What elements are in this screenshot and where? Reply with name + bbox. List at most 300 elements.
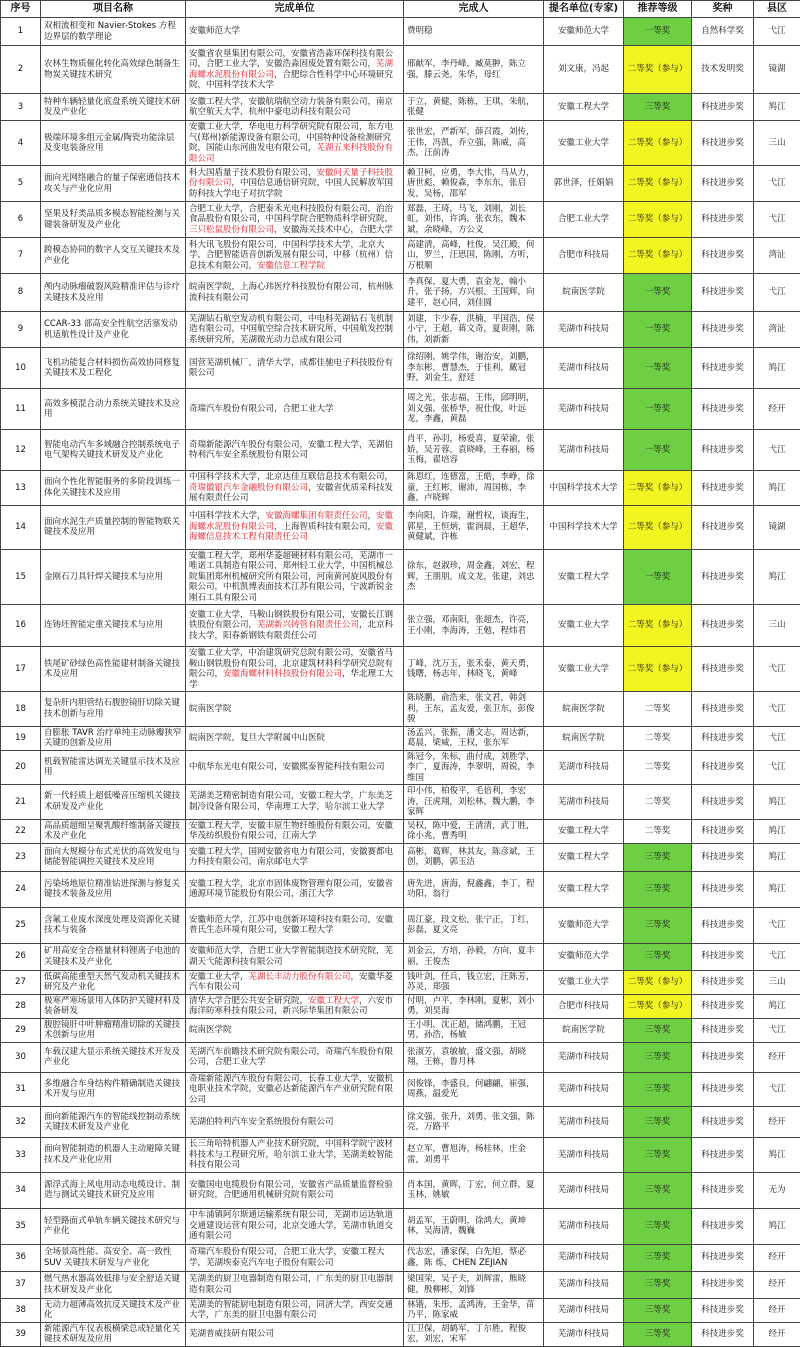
cell-people: 胡孟军，王蔚明，徐鸿大，黄坤林，吴海清，魏巍 <box>404 1208 544 1244</box>
unit-text: 奇瑞新能源汽车股份有限公司，长春工业大学，安徽机电职业技术学院，安徽必达新能源汽车产业研究院有限公司 <box>189 1074 393 1105</box>
cell-nominator: 芜湖市科技局 <box>544 1208 624 1244</box>
cell-no: 35 <box>1 1208 41 1244</box>
cell-unit <box>186 312 404 348</box>
cell-award: 科技进步奖 <box>692 348 754 389</box>
table-row <box>1 46 800 94</box>
cell-level: 二等奖 <box>624 819 692 843</box>
unit-text: ，中国信息通信研究院，中国人民解放军国防科技大学电子对抗学院 <box>189 178 393 199</box>
cell-award: 科技进步奖 <box>692 605 754 647</box>
cell-county: 经开 <box>754 1298 800 1322</box>
unit-text: ，六安市海洋防寒科技有限公司，新兴际华集团有限公司 <box>189 996 393 1017</box>
cell-project-name: 农林生物质催化转化高效绿色制备生物炭关键技术研究 <box>41 46 186 94</box>
cell-nominator: 芜湖市科技局 <box>544 312 624 348</box>
unit-text: 科大讯飞股份有限公司，中国科学技术大学，北京大学，合肥智能语音创新发展有限公司，中移（杭州）信息技术有限公司， <box>189 240 393 271</box>
cell-county: 无为 <box>754 1172 800 1208</box>
unit-text: 芜湖普威技研有限公司 <box>189 1329 274 1339</box>
cell-no: 20 <box>1 750 41 785</box>
cell-project-name: 面向个性化智能服务的多阶段训练一体化关键技术及应用 <box>41 471 186 506</box>
cell-county: 鸠江 <box>754 871 800 907</box>
cell-award: 科技进步奖 <box>692 1271 754 1298</box>
cell-project-name: 金刚石刀具钎焊关键技术与应用 <box>41 549 186 605</box>
cell-nominator: 安徽工业大学 <box>544 970 624 994</box>
cell-people: 费明稳 <box>404 18 544 46</box>
table-row <box>1 1298 800 1322</box>
unit-text: 国营芜湖机械厂，清华大学，成都佳驰电子科技股份有限公司 <box>189 358 393 379</box>
cell-level: 三等奖 <box>624 1072 692 1107</box>
cell-level: 二等奖（参与） <box>624 471 692 506</box>
unit-highlight: 奇瑞徽银汽车金融股份有限公司 <box>189 483 308 493</box>
cell-level: 二等奖（参与） <box>624 605 692 647</box>
table-row <box>1 1072 800 1107</box>
cell-county: 鸠江 <box>754 94 800 121</box>
header-unit: 完成单位 <box>186 1 404 18</box>
cell-project-name: 面向光网络融合的量子保密通信技术攻关与产业化应用 <box>41 166 186 202</box>
table-row <box>1 726 800 750</box>
unit-text: 芜湖伯特利汽车安全系统股份有限公司 <box>189 1117 334 1127</box>
cell-nominator: 芜湖市科技局 <box>544 1298 624 1322</box>
table-row <box>1 121 800 166</box>
cell-people: 印小伟，柏俊平，毛倍利，李宏涛，汪虎翔，刘松林，魏大鹏，李家辉 <box>404 785 544 820</box>
unit-text: 中航华东光电有限公司，安徽熙泰智能科技有限公司 <box>189 762 385 772</box>
unit-highlight: 芜湖海螺水泥股份有限公司 <box>189 59 393 80</box>
table-row <box>1 1018 800 1042</box>
cell-people: 张世宏，严新军，薛召霞，刘传，王伟，冯凯，乔立强，陈威，高杰，汪前涛 <box>404 121 544 166</box>
cell-nominator: 合肥市科技局 <box>544 238 624 274</box>
cell-level: 二等奖 <box>624 692 692 727</box>
cell-no: 6 <box>1 202 41 238</box>
table-row <box>1 970 800 994</box>
cell-county: 鸠江 <box>754 549 800 605</box>
unit-text: 芜湖美的智能厨电制造有限公司，同济大学，西安交通大学，广东美的厨卫电器有限公司 <box>189 1300 393 1321</box>
cell-award: 科技进步奖 <box>692 785 754 820</box>
unit-highlight: 芜湖长丰动力股份有限公司 <box>249 972 351 982</box>
cell-county: 弋江 <box>754 18 800 46</box>
table-row <box>1 549 800 605</box>
cell-project-name: 铁尾矿砂绿色高性能建材制备关键技术及应用 <box>41 647 186 692</box>
cell-unit <box>186 994 404 1018</box>
cell-unit <box>186 970 404 994</box>
cell-people: 张立强，邓南阳，张超杰，许亮，王小刚，李海涛，王勉，程炜君 <box>404 605 544 647</box>
cell-level: 二等奖（参与） <box>624 166 692 202</box>
unit-text: 中车浦镇阿尔斯通运输系统有限公司，芜湖市运达轨道交通建设运营有限公司，北京交通大学，芜湖市轨道交通有限公司 <box>189 1210 393 1241</box>
unit-highlight: 安徽工程大学 <box>308 996 359 1006</box>
cell-unit <box>186 605 404 647</box>
cell-no: 37 <box>1 1271 41 1298</box>
table-row <box>1 785 800 820</box>
cell-unit <box>186 750 404 785</box>
cell-award: 科技进步奖 <box>692 647 754 692</box>
cell-county: 弋江 <box>754 943 800 970</box>
cell-no: 28 <box>1 994 41 1018</box>
cell-county: 镜湖 <box>754 46 800 94</box>
cell-project-name: 新一代轻质上超低噪音压缩机关键技术研发及产业化 <box>41 785 186 820</box>
cell-project-name: 坚果及籽类品质多模态智能检测与关键装备研发及产业化 <box>41 202 186 238</box>
unit-text: 芜湖美芝精密制造有限公司，安徽工程大学，广东美芝制冷设备有限公司，华南理工大学，哈尔滨工业大学 <box>189 791 393 812</box>
unit-highlight: 安徽海螺水泥股份有限公司 <box>189 511 393 532</box>
cell-level: 三等奖 <box>624 94 692 121</box>
cell-nominator: 安徽工程大学 <box>544 94 624 121</box>
cell-unit <box>186 1042 404 1072</box>
cell-unit <box>186 166 404 202</box>
cell-project-name: 面向大规模分布式光伏的高效发电与储能智能调控关键技术及应用 <box>41 843 186 871</box>
cell-unit <box>186 202 404 238</box>
cell-unit <box>186 1208 404 1244</box>
unit-highlight: 安徽海螺材料科技股份有限公司 <box>223 669 342 679</box>
cell-county: 经开 <box>754 1322 800 1346</box>
unit-text: 安徽国电电缆股份有限公司，安徽省产品质量监督检验研究院，合肥通用机械研究院有限公司 <box>189 1180 393 1201</box>
cell-award: 科技进步奖 <box>692 726 754 750</box>
cell-no: 26 <box>1 943 41 970</box>
cell-people: 陈晓鹏，俞浩来，张文君，韩剑利，王东，孟友爱，张卫东，彭俊骏 <box>404 692 544 727</box>
cell-unit <box>186 692 404 727</box>
unit-highlight: 三只松鼠股份有限公司 <box>189 225 274 235</box>
unit-text: 安徽工程大学，安徽航瑞航空动力装备有限公司，南京航空航天大学，杭州中豪电动科技有限公司 <box>189 97 393 118</box>
table-row <box>1 819 800 843</box>
cell-unit <box>186 871 404 907</box>
unit-text: 奇瑞汽车股份有限公司，合肥工业大学，安徽工程大学，芜湖埃泰克汽车电子股份有限公司 <box>189 1247 385 1268</box>
cell-level: 二等奖（参与） <box>624 505 692 549</box>
cell-unit <box>186 1322 404 1346</box>
cell-award: 科技进步奖 <box>692 819 754 843</box>
cell-people: 徐文强，张升，刘勇，张文强，陈亮，万路平 <box>404 1107 544 1138</box>
cell-unit <box>186 121 404 166</box>
unit-highlight: 芜湖五来科技股份有限公司 <box>189 143 393 164</box>
cell-level: 三等奖 <box>624 907 692 943</box>
cell-level: 三等奖 <box>624 1271 692 1298</box>
unit-text: 安徽工程大学，国网安徽省电力有限公司，安徽赛都电力科技有限公司，南京邮电大学 <box>189 847 393 868</box>
unit-text: 奇瑞汽车股份有限公司，合肥工业大学 <box>189 404 334 414</box>
cell-project-name: 特种车辆轻量化底盘系统关键技术研发及产业化 <box>41 94 186 121</box>
table-row <box>1 907 800 943</box>
cell-county: 鸠江 <box>754 785 800 820</box>
cell-no: 15 <box>1 549 41 605</box>
table-row <box>1 389 800 430</box>
unit-text: ，北京科技大学，阳春新钢铁有限责任公司 <box>189 620 393 641</box>
cell-project-name: 极寒严寒场景用人体防护关键材料及装备研发 <box>41 994 186 1018</box>
cell-nominator: 合肥工业大学 <box>544 202 624 238</box>
cell-level: 二等奖（参与） <box>624 970 692 994</box>
cell-people: 吴权，陈中爱，王清清，武丁胜，徐小兆，曹秀明 <box>404 819 544 843</box>
cell-nominator: 芜湖市科技局 <box>544 785 624 820</box>
cell-people: 唐先进，唐海，倪鑫鑫，李丁，程功阳，翁行 <box>404 871 544 907</box>
cell-unit <box>186 46 404 94</box>
cell-project-name: 机载智能雷达调光关键显示技术及应用 <box>41 750 186 785</box>
cell-people: 肖本国，黄晖，丁宏，何立群，夏玉林，姚敏 <box>404 1172 544 1208</box>
table-row <box>1 274 800 312</box>
cell-nominator: 安徽工程大学 <box>544 549 624 605</box>
cell-people: 丁峰，沈万玉，张禾泰，黄天勇，钱曙，杨志年，林晓飞，黄峰 <box>404 647 544 692</box>
cell-people: 陈冠今，朱标，曲付成，刘胜学，李广，夏海涛，李翠明，周锐，李维国 <box>404 750 544 785</box>
cell-project-name: 自膨胀 TAVR 治疗单纯主动脉瓣狭窄关键的创新及应用 <box>41 726 186 750</box>
cell-award: 科技进步奖 <box>692 692 754 727</box>
header-award: 奖种 <box>692 1 754 18</box>
cell-nominator: 安徽工程大学 <box>544 843 624 871</box>
cell-no: 13 <box>1 471 41 506</box>
unit-text: 安徽工程大学，安徽丰原生物纤维股份有限公司，安徽华茂纺织股份有限公司，江南大学 <box>189 821 393 842</box>
unit-text: ， <box>368 511 377 521</box>
unit-text: ，上海智质科技有限公司， <box>274 522 376 532</box>
cell-award: 科技进步奖 <box>692 549 754 605</box>
cell-nominator: 皖南医学院 <box>544 1018 624 1042</box>
table-row <box>1 750 800 785</box>
cell-project-name: 颅内动脉瘤破裂风险精准评估与诊疗关键技术及应用 <box>41 274 186 312</box>
cell-project-name: 极端环境多组元金属/陶瓷功能涂层及变电装备应用 <box>41 121 186 166</box>
cell-county: 镜湖 <box>754 505 800 549</box>
cell-nominator: 刘文康，冯起 <box>544 46 624 94</box>
cell-no: 8 <box>1 274 41 312</box>
cell-project-name: 矿用高安全合格量材料锂离子电池的关键技术及产业化 <box>41 943 186 970</box>
unit-text: 安徽师范大学 <box>189 26 240 36</box>
cell-level: 二等奖（参与） <box>624 994 692 1018</box>
cell-award: 科技进步奖 <box>692 389 754 430</box>
cell-nominator: 芜湖市科技局 <box>544 750 624 785</box>
cell-unit <box>186 549 404 605</box>
cell-level: 二等奖 <box>624 750 692 785</box>
cell-award: 科技进步奖 <box>692 970 754 994</box>
cell-level: 三等奖 <box>624 1018 692 1042</box>
header-level: 推荐等级 <box>624 1 692 18</box>
cell-unit <box>186 843 404 871</box>
cell-people: 刘金云，方培，孙毅，方向，夏丰丽，王俊杰 <box>404 943 544 970</box>
cell-nominator: 芜湖市科技局 <box>544 1042 624 1072</box>
cell-award: 科技进步奖 <box>692 843 754 871</box>
table-row <box>1 994 800 1018</box>
cell-project-name: 智能电动汽车多域融合控制系统电子电气架构关键技术研发及产业化 <box>41 430 186 471</box>
unit-highlight: 安徽海螺信息技术工程有限责任公司 <box>189 522 393 543</box>
cell-level: 三等奖 <box>624 1322 692 1346</box>
unit-text: 皖南医学院，上海心玮医疗科技股份有限公司，杭州脉流科技有限公司 <box>189 282 393 303</box>
unit-text: ，合肥综合性科学中心环境研究院，中国科学技术大学 <box>189 70 393 91</box>
cell-project-name: 双相流相变和 Navier-Stokes 方程边界层的数学理论 <box>41 18 186 46</box>
cell-level: 三等奖 <box>624 1138 692 1173</box>
header-nominator: 提名单位(专家) <box>544 1 624 18</box>
cell-county: 弋江 <box>754 647 800 692</box>
cell-people: 徐东，赵淑珍，周金鑫，刘宏，程辉，王朋朋，成文龙，张建，刘忠杰 <box>404 549 544 605</box>
cell-county: 经开 <box>754 1042 800 1072</box>
unit-text: 中国科学技术大学， <box>189 511 266 521</box>
cell-people: 钱叶剑，任兵，钱立宏，汪陈芳，苏灵，郑强 <box>404 970 544 994</box>
cell-project-name: 低碳高能重型天然气发动机关键技术研究及产业化 <box>41 970 186 994</box>
cell-project-name: 复杂肝内胆管结石腹腔镜肝切除关键技术创新与应用 <box>41 692 186 727</box>
cell-level: 三等奖 <box>624 1107 692 1138</box>
unit-text: 皖南医学院，复旦大学附属中山医院 <box>189 733 325 743</box>
cell-project-name: 高品质超细呈聚乳酸纤维制备关键技术及产业化 <box>41 819 186 843</box>
cell-level: 三等奖 <box>624 943 692 970</box>
table-row <box>1 166 800 202</box>
cell-no: 12 <box>1 430 41 471</box>
cell-county: 弋江 <box>754 907 800 943</box>
cell-people: 肖平，孙羽，杨爱喜，夏荣渝，张娇，吴芳蓉，袁晓峰，王春丽，杨玉梅，翟培容 <box>404 430 544 471</box>
cell-no: 30 <box>1 1042 41 1072</box>
cell-no: 7 <box>1 238 41 274</box>
cell-unit <box>186 348 404 389</box>
cell-award: 科技进步奖 <box>692 1107 754 1138</box>
cell-award: 科技进步奖 <box>692 871 754 907</box>
cell-nominator: 皖南医学院 <box>544 726 624 750</box>
cell-nominator: 安徽师范大学 <box>544 943 624 970</box>
header-row <box>1 1 800 18</box>
table-row <box>1 692 800 727</box>
cell-unit <box>186 389 404 430</box>
cell-people: 周江豪，段文松，张宁正，丁红，彭磊，夏文亮 <box>404 907 544 943</box>
cell-award: 科技进步奖 <box>692 1208 754 1244</box>
cell-unit <box>186 647 404 692</box>
cell-nominator: 安徽师范大学 <box>544 907 624 943</box>
cell-level: 三等奖 <box>624 843 692 871</box>
cell-no: 2 <box>1 46 41 94</box>
cell-project-name: 面向水泥生产质量控制的智能物联关键技术及应用 <box>41 505 186 549</box>
cell-nominator: 安徽工业大学 <box>544 605 624 647</box>
cell-county: 弋江 <box>754 166 800 202</box>
cell-level: 二等奖（参与） <box>624 46 692 94</box>
table-row <box>1 471 800 506</box>
cell-county: 三山 <box>754 121 800 166</box>
cell-level: 一等奖 <box>624 348 692 389</box>
cell-no: 11 <box>1 389 41 430</box>
cell-nominator: 安徽工程大学 <box>544 819 624 843</box>
table-row <box>1 202 800 238</box>
unit-text: 安徽工业大学， <box>189 972 249 982</box>
unit-highlight: 芜湖新兴铸管有限责任公司 <box>257 620 359 630</box>
cell-county: 三山 <box>754 970 800 994</box>
cell-county: 经开 <box>754 1107 800 1138</box>
cell-award: 科技进步奖 <box>692 1072 754 1107</box>
cell-people: 王小明，沈正超，储鸿鹏，王冠男，孙浩，杨敏 <box>404 1018 544 1042</box>
cell-no: 24 <box>1 871 41 907</box>
cell-county: 弋江 <box>754 692 800 727</box>
unit-highlight: 安徽信息工程学院 <box>257 261 325 271</box>
cell-people: 周之光，张志福，王伟，邱明明，刘义强，张桥华，祝仕俊，叶远龙，李鑫，黄磊 <box>404 389 544 430</box>
table-row <box>1 1138 800 1173</box>
cell-no: 23 <box>1 843 41 871</box>
table-row <box>1 94 800 121</box>
cell-nominator: 中国科学技术大学 <box>544 505 624 549</box>
cell-nominator: 安徽师范大学 <box>544 18 624 46</box>
cell-county: 三山 <box>754 605 800 647</box>
cell-project-name: 连铸坯智能定重关键技术与应用 <box>41 605 186 647</box>
cell-award: 科技进步奖 <box>692 166 754 202</box>
cell-no: 31 <box>1 1072 41 1107</box>
cell-level: 一等奖 <box>624 274 692 312</box>
cell-level: 一等奖 <box>624 312 692 348</box>
cell-project-name: 新能源汽车仪表板横梁总成轻量化关键技术研发及应用 <box>41 1322 186 1346</box>
table-row <box>1 605 800 647</box>
cell-level: 二等奖 <box>624 785 692 820</box>
cell-unit <box>186 1018 404 1042</box>
cell-county: 弋江 <box>754 1018 800 1042</box>
cell-people: 李向阳，许瑞，谢哲权，谈海生，郭星，王恒炳，霍润晨，王超华，黄健斌，许栋 <box>404 505 544 549</box>
cell-award: 科技进步奖 <box>692 1042 754 1072</box>
cell-award: 科技进步奖 <box>692 1172 754 1208</box>
cell-award: 科技进步奖 <box>692 202 754 238</box>
cell-project-name: 多维融合车身结构件精确制造关键技术开发与应用 <box>41 1072 186 1107</box>
table-row <box>1 647 800 692</box>
table-row <box>1 430 800 471</box>
cell-no: 25 <box>1 907 41 943</box>
unit-text: 皖南医学院 <box>189 704 232 714</box>
cell-award: 科技进步奖 <box>692 274 754 312</box>
cell-unit <box>186 726 404 750</box>
cell-nominator: 芜湖市科技局 <box>544 389 624 430</box>
cell-level: 二等奖 <box>624 726 692 750</box>
cell-unit <box>186 18 404 46</box>
cell-unit <box>186 1172 404 1208</box>
cell-award: 科技进步奖 <box>692 505 754 549</box>
table-body <box>1 18 800 1347</box>
cell-project-name: 燃气热水器高效低排与安全舒适关键技术研发及产业化 <box>41 1271 186 1298</box>
unit-text: 安徽省农垦集团有限公司，安徽省浩淼环保科技有限公司，合肥工业大学，安徽浩淼固废处置有限公司， <box>189 49 393 70</box>
cell-no: 10 <box>1 348 41 389</box>
unit-highlight: 安徽海螺集团有限责任公司 <box>266 511 368 521</box>
cell-no: 9 <box>1 312 41 348</box>
cell-nominator: 中国科学技术大学 <box>544 471 624 506</box>
cell-award: 科技进步奖 <box>692 1244 754 1271</box>
cell-award: 技术发明奖 <box>692 46 754 94</box>
cell-level: 二等奖（参与） <box>624 121 692 166</box>
cell-project-name: 全场景高性能、高安全、高一致性 SUV 关键技术研发与产业化 <box>41 1244 186 1271</box>
cell-level: 三等奖 <box>624 1208 692 1244</box>
header-county: 县区 <box>754 1 800 18</box>
header-people: 完成人 <box>404 1 544 18</box>
cell-unit <box>186 94 404 121</box>
cell-award: 科技进步奖 <box>692 1138 754 1173</box>
unit-text: 安徽工业大学，中冶建筑研究总院有限公司，安徽省马鞍山钢铁股份有限公司，北京建筑材料科学研究总院有限公司， <box>189 648 393 679</box>
cell-people: 汤孟兴，张振，潘文志，周达新，葛晨，梁威，王权，张东军 <box>404 726 544 750</box>
table-row <box>1 238 800 274</box>
cell-people: 陈恩红，连德富，王皓，李峥，徐童，王红彬，谢沛，周国栋，李鑫，卢晓辉 <box>404 471 544 506</box>
cell-award: 自然科学奖 <box>692 18 754 46</box>
table-row <box>1 1042 800 1072</box>
cell-nominator: 芜湖市科技局 <box>544 430 624 471</box>
cell-award: 科技进步奖 <box>692 121 754 166</box>
unit-text: 皖南医学院 <box>189 1025 232 1035</box>
unit-text: 安徽工程大学，北京市固体废物管理有限公司，安徽省通源环境节能股份有限公司，浙江大学 <box>189 879 393 900</box>
cell-nominator: 芜湖市科技局 <box>544 1072 624 1107</box>
cell-county: 经开 <box>754 1244 800 1271</box>
cell-award: 科技进步奖 <box>692 1298 754 1322</box>
table-row <box>1 843 800 871</box>
cell-no: 39 <box>1 1322 41 1346</box>
table-row <box>1 312 800 348</box>
cell-county: 鸠江 <box>754 843 800 871</box>
cell-county: 弋江 <box>754 430 800 471</box>
table-row <box>1 943 800 970</box>
header-no: 序号 <box>1 1 41 18</box>
cell-no: 36 <box>1 1244 41 1271</box>
table-row <box>1 1244 800 1271</box>
unit-text: ，华北理工大学 <box>189 669 393 690</box>
cell-nominator: 皖南医学院 <box>544 692 624 727</box>
cell-county: 弋江 <box>754 274 800 312</box>
cell-county: 鸠江 <box>754 819 800 843</box>
cell-county: 弋江 <box>754 202 800 238</box>
cell-people: 邢献军，李丹峰，臧莫翀，陈立强，滕云尧，朱华，母红 <box>404 46 544 94</box>
cell-people: 林锴，朱彤，孟鸿涛，王金华，苗乃平，陈家威 <box>404 1298 544 1322</box>
cell-unit <box>186 1138 404 1173</box>
table-row <box>1 1208 800 1244</box>
cell-no: 27 <box>1 970 41 994</box>
table-row <box>1 18 800 46</box>
cell-no: 5 <box>1 166 41 202</box>
cell-no: 1 <box>1 18 41 46</box>
cell-unit <box>186 1298 404 1322</box>
cell-no: 18 <box>1 692 41 727</box>
unit-text: ，安徽省优质采科技发展有限责任公司 <box>189 483 393 504</box>
table-row <box>1 1271 800 1298</box>
cell-project-name: 源浮式海上风电用动态电缆设计、制造与测试关键技术研究及应用 <box>41 1172 186 1208</box>
unit-text: 芜湖美的厨卫电器制造有限公司，广东美的厨卫电器制造有限公司 <box>189 1274 393 1295</box>
cell-people: 江卫保，胡鹤军，丁尔胜，程俊宏，刘宏，宋军 <box>404 1322 544 1346</box>
